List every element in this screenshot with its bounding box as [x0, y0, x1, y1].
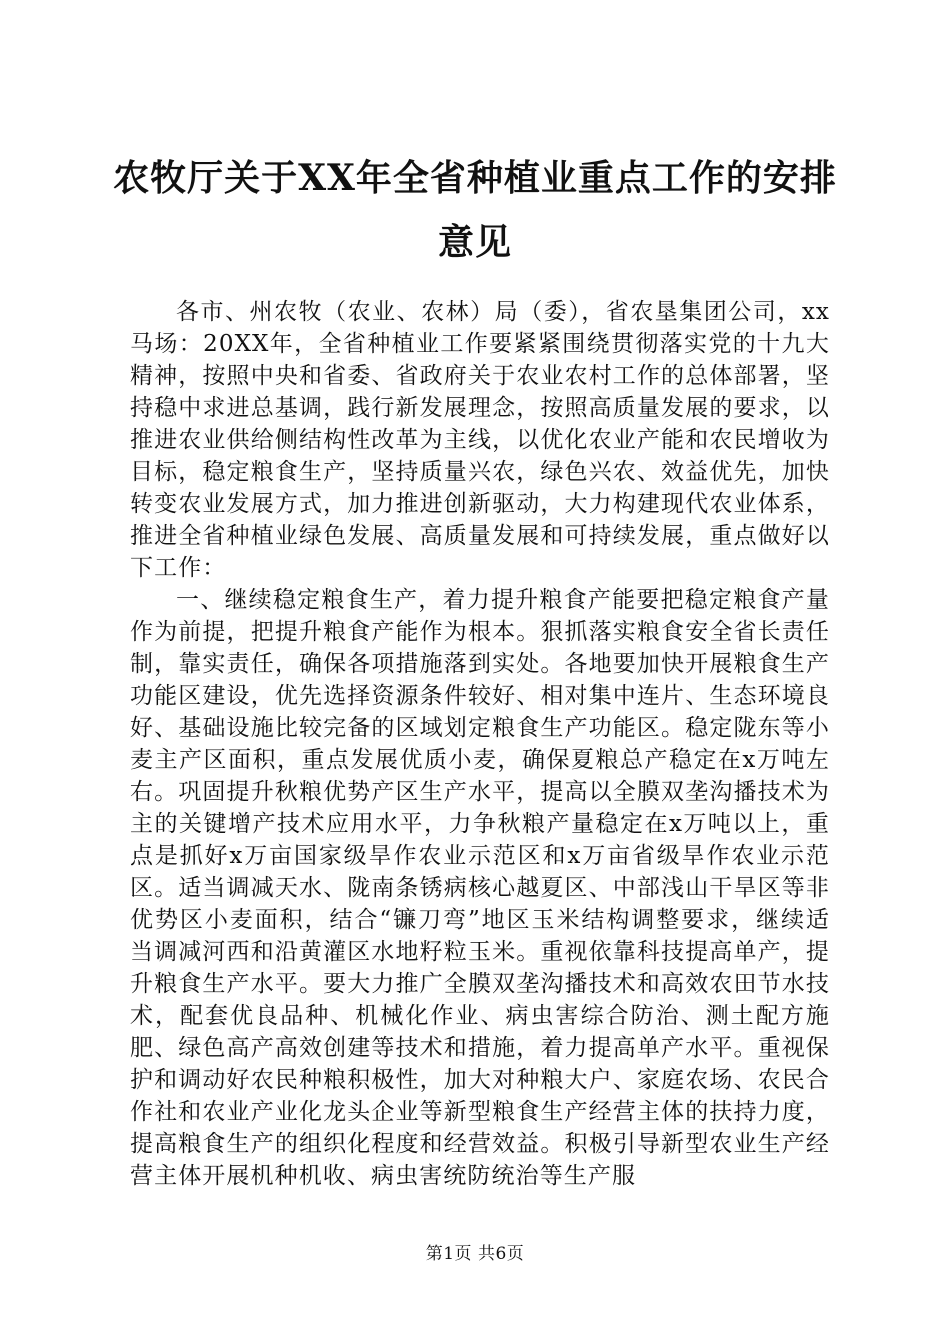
document-title-line-1: 农牧厅关于XX年全省种植业重点工作的安排: [113, 157, 837, 199]
paragraph-section-1: 一、继续稳定粮食生产，着力提升粮食产能要把稳定粮食产量作为前提，把提升粮食产能作为根本。狠抓落实粮食安全省长责任制，靠实责任，确保各项措施落到实处。各地要加快开展粮食生产功能区建设，优先选择资源条件较好、相对集中连片、生态环境良好、基础设施比较完备的区域划定粮食生产功能区。稳定陇东等小麦主产区面积，重点发展优质小麦，确保夏粮总产稳定在x万吨左右。巩固提升秋粮优势产区生产水平，提高以全膜双垄沟播技术为主的关键增产技术应用水平，力争秋粮产量稳定在x万吨以上，重点是抓好x万亩国家级旱作农业示范区和x万亩省级旱作农业示范区。适当调减天水、陇南条锈病核心越夏区、中部浅山干旱区等非优势区小麦面积，结合“镰刀弯”地区玉米结构调整要求，继续适当调减河西和沿黄灌区水地籽粒玉米。重视依靠科技提高单产，提升粮食生产水平。要大力推广全膜双垄沟播技术和高效农田节水技术，配套优良品种、机械化作业、病虫害综合防治、测土配方施肥、绿色高产高效创建等技术和措施，着力提高单产水平。重视保护和调动好农民种粮积极性，加大对种粮大户、家庭农场、农民合作社和农业产业化龙头企业等新型粮食生产经营主体的扶持力度，提高粮食生产的组织化程度和经营效益。积极引导新型农业生产经营主体开展机种机收、病虫害统防统治等生产服: [130, 587, 830, 1189]
document-body: [130, 296, 830, 1192]
document-title-line-2: 意见: [437, 221, 512, 263]
paragraph-salutation: 各市、州农牧（农业、农林）局（委），省农垦集团公司，xx马场：20XX年，全省种植业工作要紧紧围绕贯彻落实党的十九大精神，按照中央和省委、省政府关于农业农村工作的总体部署，坚持稳中求进总基调，践行新发展理念，按照高质量发展的要求，以推进农业供给侧结构性改革为主线，以优化农业产能和农民增收为目标，稳定粮食生产，坚持质量兴农，绿色兴农、效益优先，加快转变农业发展方式，加力推进创新驱动，大力构建现代农业体系，推进全省种植业绿色发展、高质量发展和可持续发展，重点做好以下工作：: [130, 299, 830, 581]
page-number-footer: 第1页 共6页: [425, 1244, 525, 1264]
